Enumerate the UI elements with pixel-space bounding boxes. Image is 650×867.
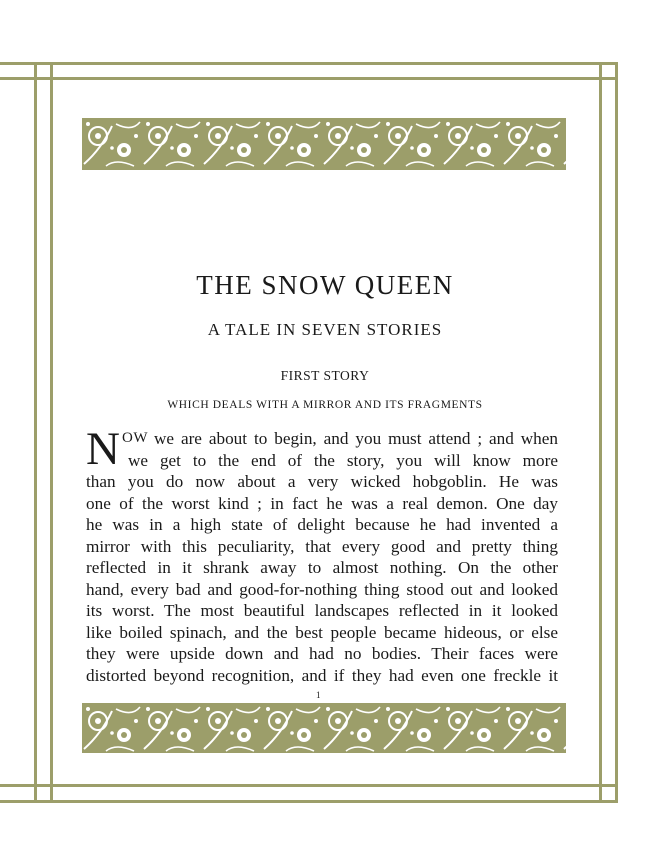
border-right-inner [599,62,602,803]
text-line [122,428,558,450]
page-number: 1 [316,690,321,700]
opening-lines [122,428,558,471]
page-title: THE SNOW QUEEN [196,270,454,300]
body-text [86,423,558,686]
border-left-inner [50,62,53,803]
first-word-rest: OW [122,430,148,446]
text-line: mirror with this peculiarity, that every good and pretty thing [86,536,558,556]
chapter-heading: WHICH DEALS WITH A MIRROR AND ITS FRAGMENTS [167,399,483,411]
border-right-outer [615,62,618,803]
drop-cap: N [86,423,120,475]
border-top-inner [0,77,618,80]
text-line: reflected in it shrank away to almost nothing. On the other [86,558,558,577]
border-top-outer [0,62,618,65]
border-bottom-inner [0,784,618,787]
text-line: they were upside down and had no bodies. Their faces were [86,644,558,663]
text-line-content: we are about to begin, and you must attend ; and when [154,429,558,448]
text-line: its worst. The most beautiful landscapes reflected in it looked [86,601,558,620]
border-bottom-outer [0,800,618,803]
opening-block [86,423,558,475]
text-line: distorted beyond recognition, and if they had even one freckle it [86,665,558,685]
floral-ornament-top [82,118,566,170]
story-heading: FIRST STORY [280,368,370,383]
text-line: like boiled spinach, and the best people became hideous, or else [86,622,558,642]
text-line: than you do now about a very wicked hobgoblin. He was [86,472,558,491]
subtitle: A TALE IN SEVEN STORIES [207,320,443,339]
floral-ornament-bottom [82,703,566,753]
text-line: we get to the end of the story, you will know more [128,450,558,470]
text-line: hand, every bad and good-for-nothing thing stood out and looked [86,579,558,599]
border-left-outer [34,62,37,803]
text-line: he was in a high state of delight because he had invented a [86,515,558,534]
text-line: one of the worst kind ; in fact he was a real demon. One day [86,493,558,513]
